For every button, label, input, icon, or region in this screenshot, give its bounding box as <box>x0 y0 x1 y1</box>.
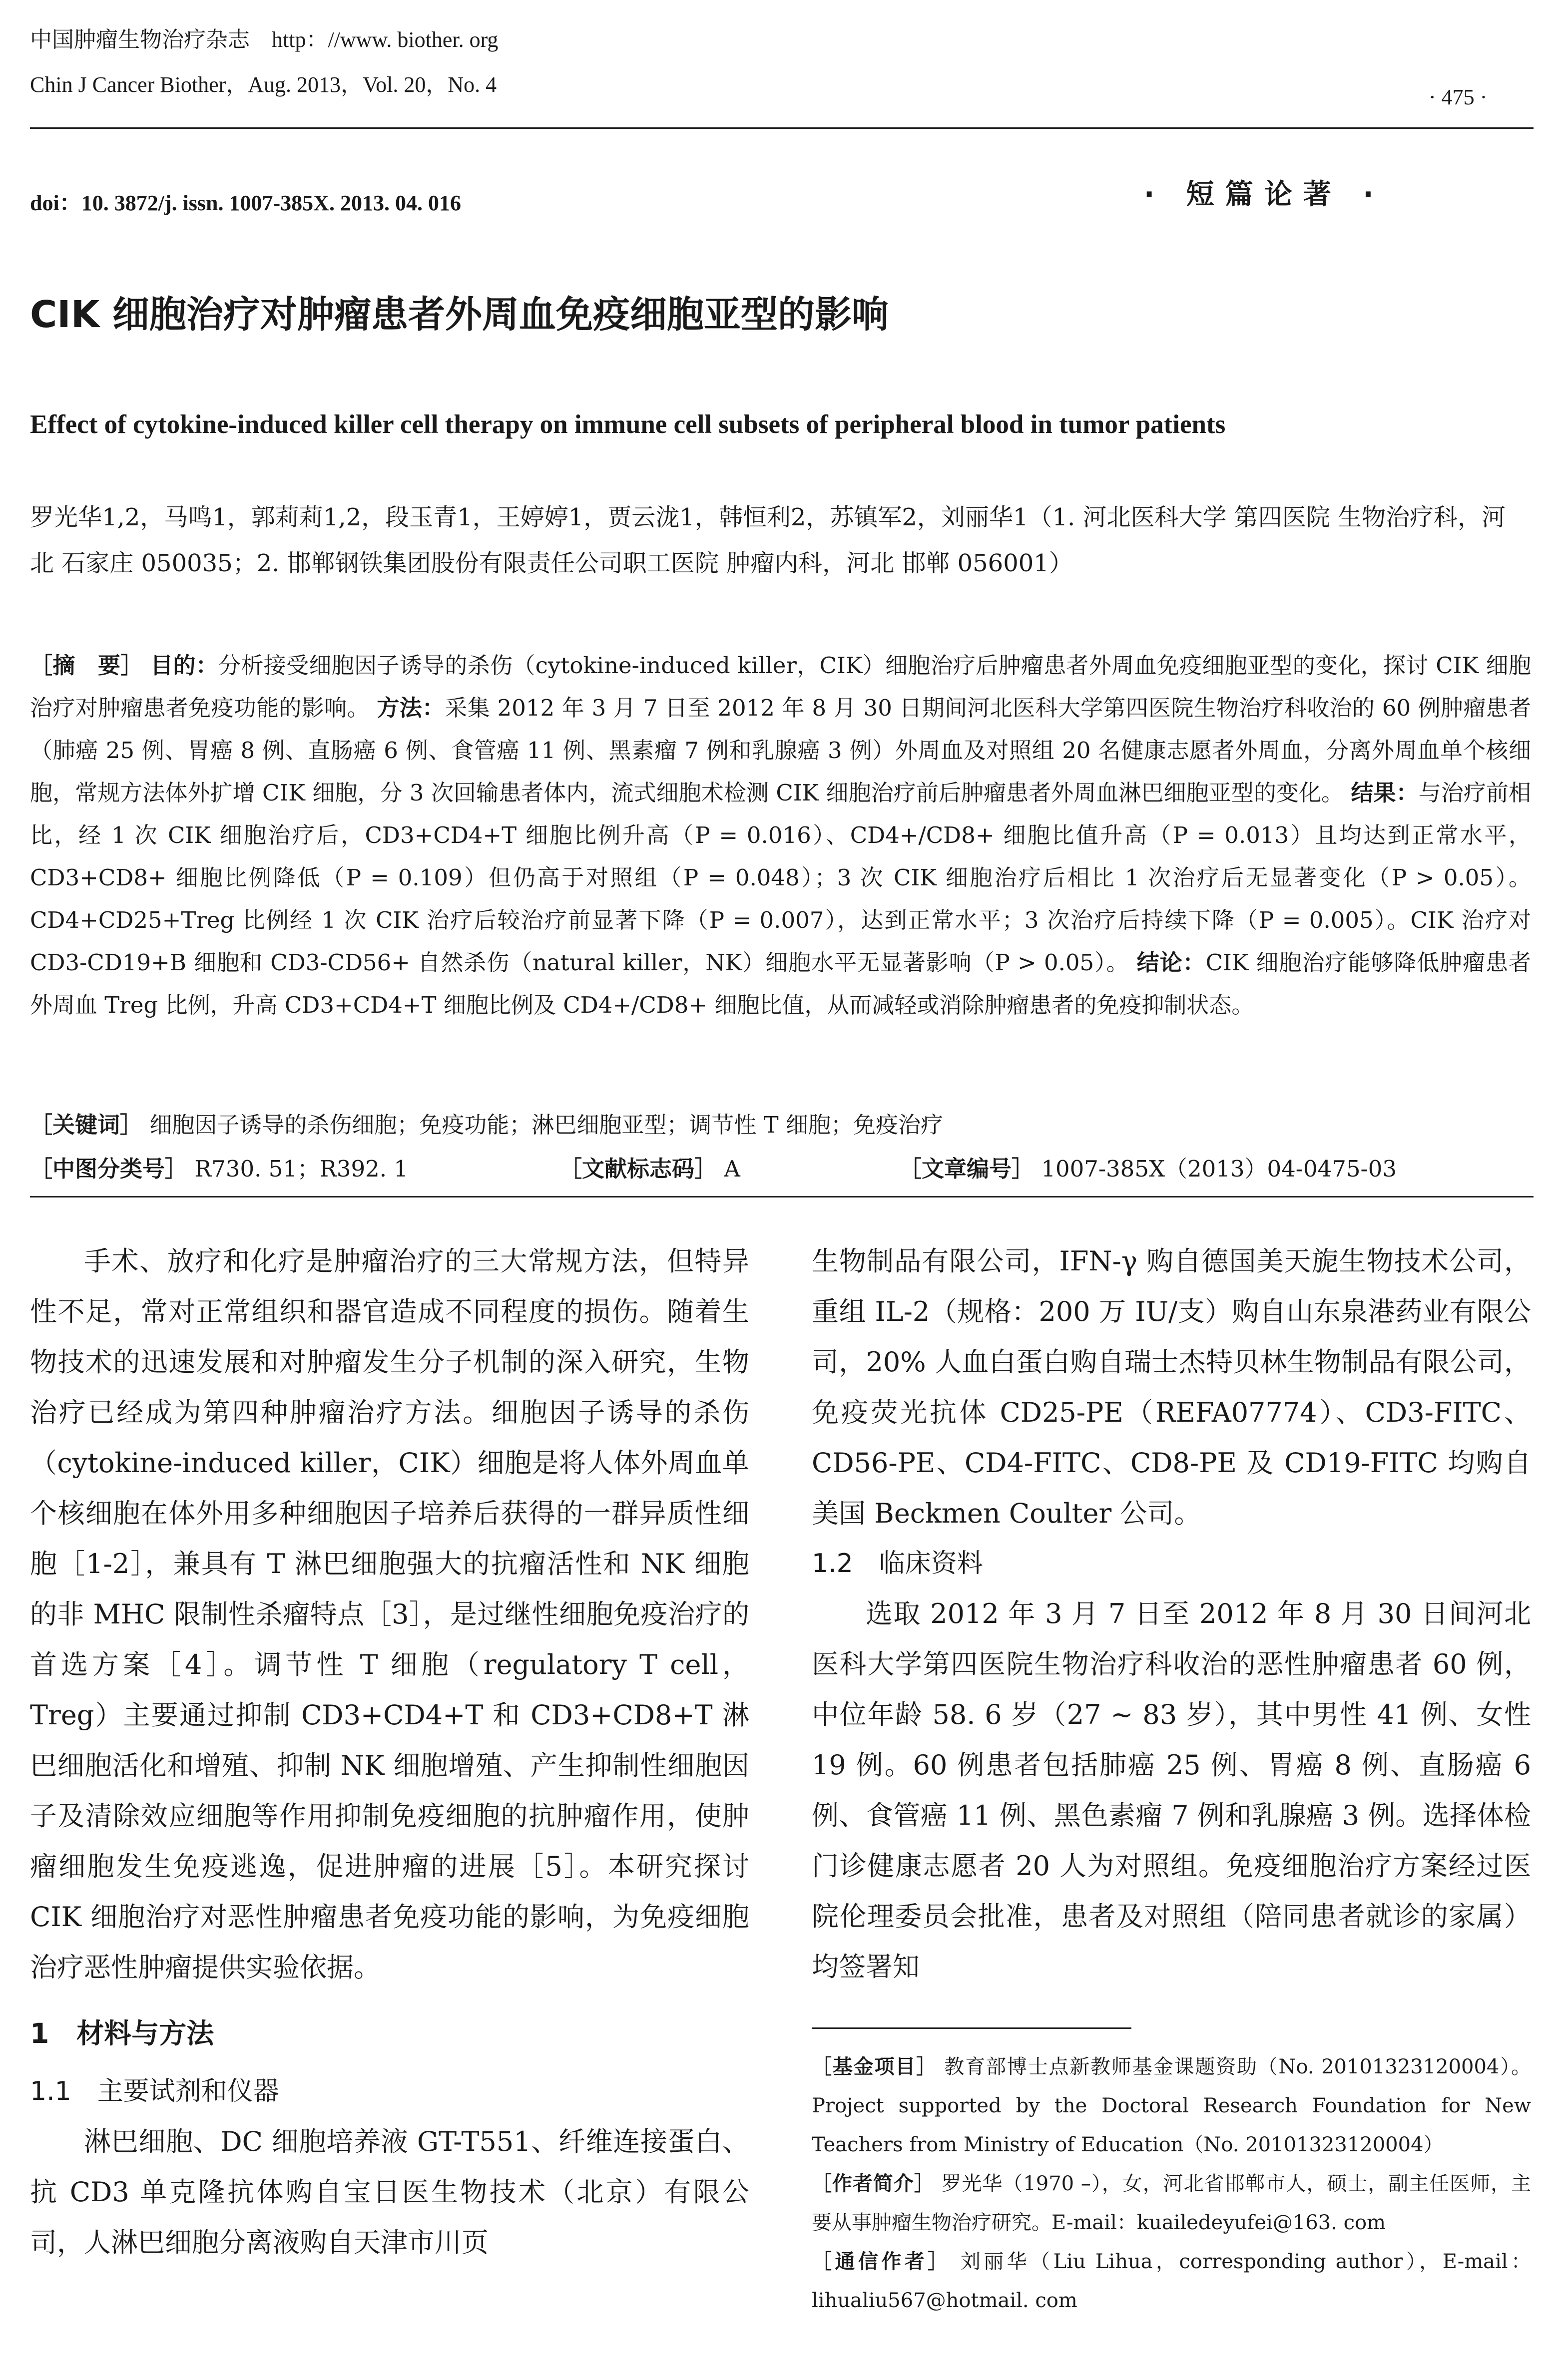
doi: doi：10. 3872/j. issn. 1007-385X. 2013. 04. 016 <box>30 191 461 215</box>
doc-code-value: A <box>724 1156 740 1182</box>
article-title-cn: CIK 细胞治疗对肿瘤患者外周血免疫细胞亚型的影响 <box>30 293 889 336</box>
corresponding-label: ［通信作者］ <box>812 2250 951 2273</box>
result-text: 与治疗前相比，经 1 次 CIK 细胞治疗后，CD3+CD4+T 细胞比例升高（P = 0.016）、CD4+/CD8+ 细胞比值升高（P = 0.013）且均达到正常水平，CD3+CD8+ 细胞比例降低（P = 0.109）但仍高于对照组（P = 0.048）；3 次 CIK 细胞治疗后相比 1 次治疗后无显著变化（P > 0.05）。CD4+CD25+Treg 比例经 1 次 CIK 治疗后较治疗前显著下降（P = 0.007），达到正常水平；3 次治疗后持续下降（P = 0.005）。CIK 治疗对 CD3-CD19+B 细胞和 CD3-CD56+ 自然杀伤（natural killer，NK）细胞水平无显著影响（P > 0.05）。 <box>30 780 1531 976</box>
author-bio-text: 罗光华（1970 –），女，河北省邯郸市人，硕士，副主任医师，主要从事肿瘤生物治疗研究。E-mail：kuailedeyufei@163. com <box>812 2172 1532 2234</box>
section-badge: · 短篇论著 · <box>1144 178 1385 211</box>
abstract-label: ［摘 要］ <box>30 652 143 679</box>
subsection-heading-1-1: 1.1 主要试剂和仪器 <box>30 2076 279 2106</box>
method-label: 方法： <box>377 695 445 721</box>
clc-label: ［中图分类号］ <box>30 1156 188 1182</box>
doc-code <box>559 1148 740 1190</box>
abstract-rule <box>30 1196 1534 1197</box>
method-text: 采集 2012 年 3 月 7 日至 2012 年 8 月 30 日期间河北医科大学第四医院生物治疗科收治的 60 例肿瘤患者（肺癌 25 例、胃癌 8 例、直肠癌 6 例、食管癌 11 例、黑素瘤 7 例和乳腺癌 3 例）外周血及对照组 20 名健康志愿者外周血，分离外周血单个核细胞，常规方法体外扩增 CIK 细胞，分 3 次回输患者体内，流式细胞术检测 CIK 细胞治疗前后肿瘤患者外周血淋巴细胞亚型的变化。 <box>30 695 1531 806</box>
article-number <box>899 1148 1397 1190</box>
funding-note <box>812 2047 1531 2164</box>
intro-paragraph: 手术、放疗和化疗是肿瘤治疗的三大常规方法，但特异性不足，常对正常组织和器官造成不同程度的损伤。随着生物技术的迅速发展和对肿瘤发生分子机制的深入研究，生物治疗已经成为第四种肿瘤治疗方法。细胞因子诱导的杀伤（cytokine-induced killer，CIK）细胞是将人体外周血单个核细胞在体外用多种细胞因子培养后获得的一群异质性细胞［1-2］，兼具有 T 淋巴细胞强大的抗瘤活性和 NK 细胞的非 MHC 限制性杀瘤特点［3］，是过继性细胞免疫治疗的首选方案［4］。调节性 T 细胞（regulatory T cell，Treg）主要通过抑制 CD3+CD4+T 和 CD3+CD8+T 淋巴细胞活化和增殖、抑制 NK 细胞增殖、产生抑制性细胞因子及清除效应细胞等作用抑制免疫细胞的抗肿瘤作用，使肿瘤细胞发生免疫逃逸，促进肿瘤的进展［5］。本研究探讨 CIK 细胞治疗对恶性肿瘤患者免疫功能的影响，为免疫细胞治疗恶性肿瘤提供实验依据。 <box>30 1245 749 1983</box>
conclusion-label: 结论： <box>1136 949 1206 976</box>
article-number-value: 1007-385X（2013）04-0475-03 <box>1041 1156 1397 1182</box>
keywords <box>30 1104 1531 1146</box>
page-number: · 475 · <box>1429 85 1488 109</box>
corresponding-note <box>812 2242 1531 2320</box>
subsection-heading-1-2: 1.2 临床资料 <box>812 1549 983 1579</box>
left-column <box>30 1236 749 2268</box>
objective-text: 分析接受细胞因子诱导的杀伤（cytokine-induced killer，CIK）细胞治疗后肿瘤患者外周血免疫细胞亚型的变化，探讨 CIK 细胞治疗对肿瘤患者免疫功能的影响。 <box>30 652 1531 721</box>
header-rule <box>30 127 1534 129</box>
keywords-label: ［关键词］ <box>30 1112 143 1138</box>
reagents-continued: 生物制品有限公司，IFN-γ 购自德国美天旎生物技术公司，重组 IL-2（规格：200 万 IU/支）购自山东泉港药业有限公司，20% 人血白蛋白购自瑞士杰特贝林生物制品有限公司，免疫荧光抗体 CD25-PE（REFA07774）、CD3-FITC、CD56-PE、CD4-FITC、CD8-PE 及 CD19-FITC 均购自美国 Beckmen Coulter 公司。 <box>812 1245 1531 1529</box>
funding-label: ［基金项目］ <box>812 2055 937 2078</box>
author-list: 罗光华1,2，马鸣1，郭莉莉1,2，段玉青1，王婷婷1，贾云泷1，韩恒利2，苏镇军2，刘丽华1（1. 河北医科大学 第四医院 生物治疗科，河北 石家庄 050035；2. 邯郸钢铁集团股份有限责任公司职工医院 肿瘤内科，河北 邯郸 056001） <box>30 503 1506 577</box>
clinical-paragraph: 选取 2012 年 3 月 7 日至 2012 年 8 月 30 日间河北医科大学第四医院生物治疗科收治的恶性肿瘤患者 60 例，中位年龄 58. 6 岁（27 ~ 83 岁），其中男性 41 例、女性 19 例。60 例患者包括肺癌 25 例、胃癌 8 例、直肠癌 6 例、食管癌 11 例、黑色素瘤 7 例和乳腺癌 3 例。选择体检门诊健康志愿者 20 人为对照组。免疫细胞治疗方案经过医院伦理委员会批准，患者及对照组（陪同患者就诊的家属）均签署知 <box>812 1598 1531 1983</box>
article-number-label: ［文章编号］ <box>899 1156 1035 1182</box>
author-note <box>812 2164 1531 2242</box>
doc-code-label: ［文献标志码］ <box>559 1156 717 1182</box>
reagents-paragraph: 淋巴细胞、DC 细胞培养液 GT-T551、纤维连接蛋白、抗 CD3 单克隆抗体购自宝日医生物技术（北京）有限公司，人淋巴细胞分离液购自天津市川页 <box>30 2126 749 2258</box>
journal-line-1: 中国肿瘤生物治疗杂志 http：//www. biother. org <box>30 27 499 52</box>
corresponding-text: 刘丽华（Liu Lihua，corresponding author），E-mail：lihualiu567@hotmail. com <box>812 2250 1532 2312</box>
article-title-en: Effect of cytokine-induced killer cell therapy on immune cell subsets of peripheral blood in tumor patients <box>30 410 1226 439</box>
right-column <box>812 1236 1531 1992</box>
abstract <box>30 644 1531 1026</box>
footnotes <box>812 2047 1531 2320</box>
journal-line-2: Chin J Cancer Biother，Aug. 2013，Vol. 20，No. 4 <box>30 72 497 97</box>
clc-value: R730. 51；R392. 1 <box>194 1156 408 1182</box>
author-bio-label: ［作者简介］ <box>812 2172 935 2195</box>
result-label: 结果： <box>1351 780 1419 806</box>
conclusion-text: CIK 细胞治疗能够降低肿瘤患者外周血 Treg 比例，升高 CD3+CD4+T 细胞比例及 CD4+/CD8+ 细胞比值，从而减轻或消除肿瘤患者的免疫抑制状态。 <box>30 949 1531 1018</box>
section-heading-1: 1 材料与方法 <box>30 2017 214 2049</box>
footnote-rule <box>812 2027 1131 2029</box>
keywords-text: 细胞因子诱导的杀伤细胞；免疫功能；淋巴细胞亚型；调节性 T 细胞；免疫治疗 <box>149 1112 943 1138</box>
funding-text: 教育部博士点新教师基金课题资助（No. 20101323120004）。Project supported by the Doctoral Research Foundation for New Teachers from Ministry of Education（No. 20101323120004） <box>812 2055 1531 2156</box>
objective-label: 目的： <box>150 652 219 679</box>
